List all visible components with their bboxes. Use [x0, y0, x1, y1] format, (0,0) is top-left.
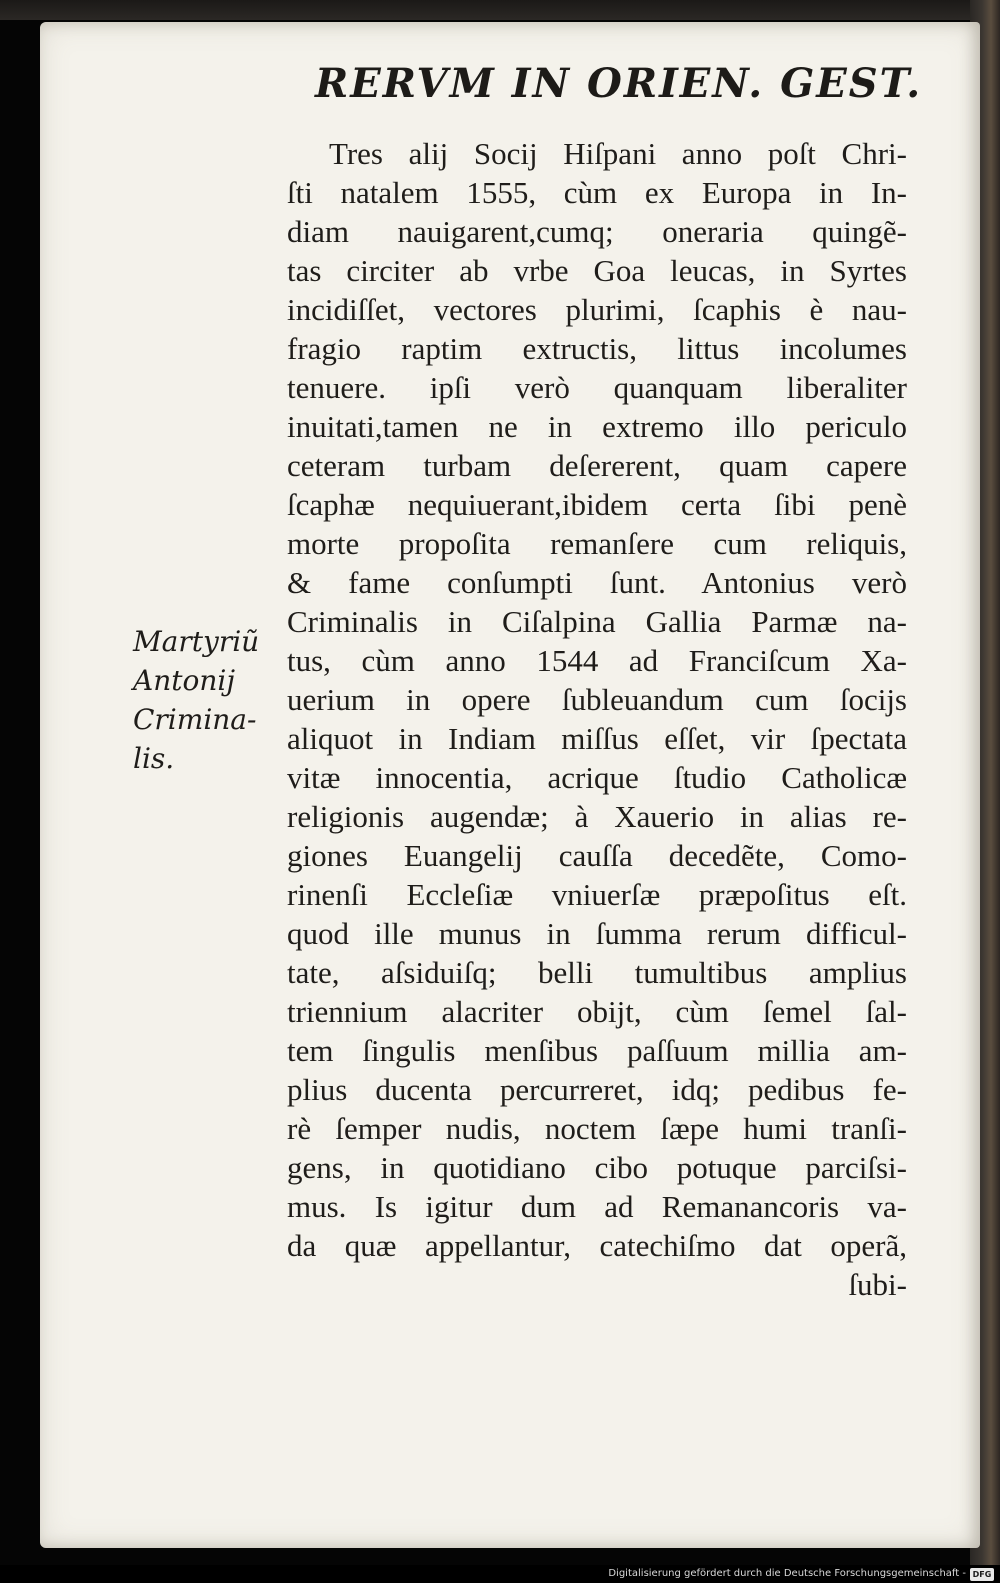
- text-line: fragio raptim extructis, littus incolumes: [287, 331, 907, 366]
- dfg-logo: DFG: [970, 1568, 994, 1581]
- catchword: ſubi-: [848, 1267, 907, 1302]
- text-line: da quæ appellantur, catechiſmo dat operã,: [287, 1228, 907, 1263]
- text-line: Tres alij Socij Hiſpani anno poſt Chri-: [329, 136, 907, 171]
- text-line: tate, aſsiduiſq; belli tumultibus amplius: [287, 955, 907, 990]
- text-line: tem ſingulis menſibus paſſuum millia am-: [287, 1033, 907, 1068]
- text-line: ceteram turbam deſererent, quam capere: [287, 448, 907, 483]
- marginal-note-line: Martyriũ: [133, 625, 260, 658]
- text-line: triennium alacriter obijt, cùm ſemel ſal-: [287, 994, 907, 1029]
- text-line: tus, cùm anno 1544 ad Franciſcum Xa-: [287, 643, 907, 678]
- text-line: uerium in opere ſubleuandum cum ſocijs: [287, 682, 907, 717]
- text-line: & fame conſumpti ſunt. Antonius verò: [287, 565, 907, 600]
- text-line: tas circiter ab vrbe Goa leucas, in Syrtes: [287, 253, 907, 288]
- text-line: plius ducenta percurreret, idq; pedibus fe-: [287, 1072, 907, 1107]
- text-line: mus. Is igitur dum ad Remanancoris va-: [287, 1189, 907, 1224]
- text-line: religionis augendæ; à Xauerio in alias re-: [287, 799, 907, 834]
- marginal-note: [133, 622, 293, 778]
- text-line: quod ille munus in ſumma rerum difficul-: [287, 916, 907, 951]
- text-line: giones Euangelij cauſſa decedẽte, Como-: [287, 838, 907, 873]
- marginal-note-line: Crimina-: [133, 703, 257, 736]
- text-line: morte propoſita remanſere cum reliquis,: [287, 526, 907, 561]
- running-head: RERVM IN ORIEN. GEST.: [315, 60, 923, 107]
- text-line: aliquot in Indiam miſſus eſſet, vir ſpectata: [287, 721, 907, 756]
- text-line: tenuere. ipſi verò quanquam liberaliter: [287, 370, 907, 405]
- body-text: [287, 134, 907, 1304]
- text-line: rinenſi Eccleſiæ vniuerſæ præpoſitus eſt.: [287, 877, 907, 912]
- text-line: rè ſemper nudis, noctem ſæpe humi tranſi-: [287, 1111, 907, 1146]
- marginal-note-line: Antonij: [133, 664, 236, 697]
- text-line: ſti natalem 1555, cùm ex Europa in In-: [287, 175, 907, 210]
- text-line: ſcaphæ nequiuerant,ibidem certa ſibi penè: [287, 487, 907, 522]
- text-line: inuitati,tamen ne in extremo illo periculo: [287, 409, 907, 444]
- footer-credit: Digitalisierung gefördert durch die Deutsche Forschungsgemeinschaft -: [608, 1568, 966, 1579]
- top-book-edge: [0, 0, 1000, 20]
- text-line: gens, in quotidiano cibo potuque parciſsi-: [287, 1150, 907, 1185]
- text-line: Criminalis in Ciſalpina Gallia Parmæ na-: [287, 604, 907, 639]
- text-line: incidiſſet, vectores plurimi, ſcaphis è nau-: [287, 292, 907, 327]
- text-line: diam nauigarent,cumq; oneraria quingẽ-: [287, 214, 907, 249]
- marginal-note-line: lis.: [133, 742, 175, 775]
- text-line: vitæ innocentia, acrique ſtudio Catholicæ: [287, 760, 907, 795]
